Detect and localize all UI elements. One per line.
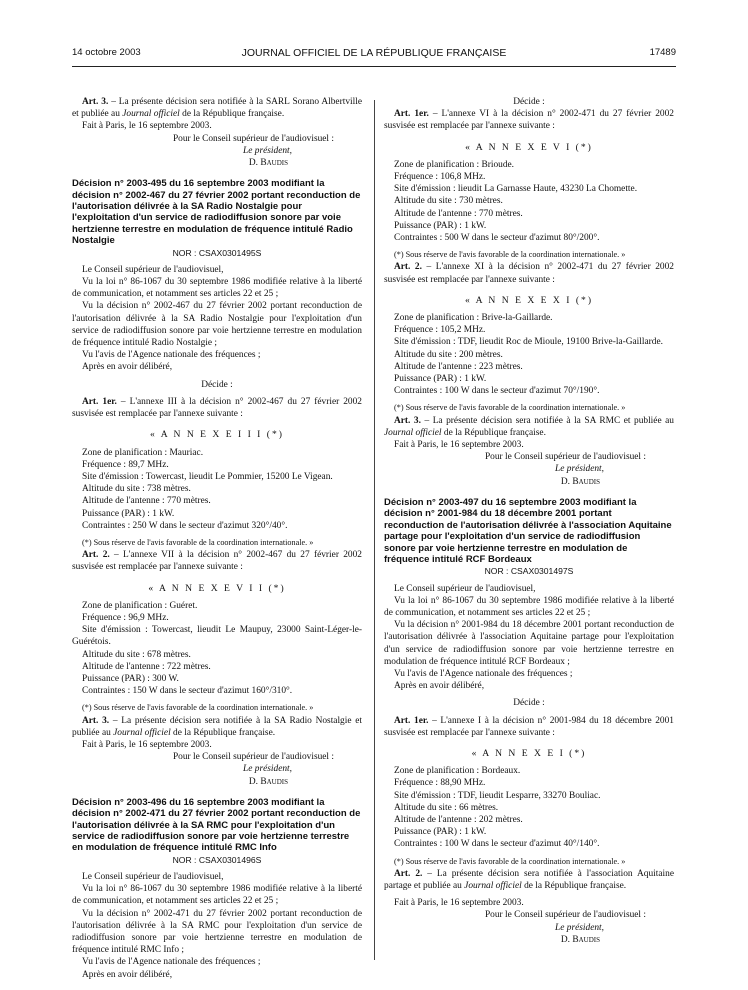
header-journal-title: JOURNAL OFFICIEL DE LA RÉPUBLIQUE FRANÇAISE	[241, 47, 507, 59]
paragraph: Vu la décision n° 2002-467 du 27 février 2002 portant reconduction de l'autorisation délivrée à la SA Radio Nostalgie pour l'exploitation d'un service de radiodiffusion sonore par voie hertzienne terrestre en modulation de fréquence intitulé Radio Nostalgie ;	[72, 301, 362, 349]
article-paragraph: Art. 3. – La présente décision sera notifiée à la SA Radio Nostalgie et publiée au Journal officiel de la République française.	[72, 715, 362, 738]
annex-line: Fréquence : 96,9 MHz.	[82, 612, 169, 623]
annex-line: Fréquence : 88,90 MHz.	[394, 778, 486, 789]
annex-line: Contraintes : 150 W dans le secteur d'azimut 160°/310°.	[82, 686, 293, 697]
signing-place-date: Fait à Paris, le 16 septembre 2003.	[394, 440, 524, 451]
paragraph: Après en avoir délibéré,	[82, 362, 173, 373]
annex-line: Contraintes : 100 W dans le secteur d'azimut 40°/140°.	[394, 839, 600, 850]
left-column	[72, 96, 362, 981]
signing-place-date: Fait à Paris, le 16 septembre 2003.	[82, 739, 212, 750]
signatory-name: D. Baudis	[560, 476, 600, 487]
signatory-role: Le président,	[243, 764, 292, 775]
decide-heading: Décide :	[201, 379, 233, 390]
annex-line: Fréquence : 106,8 MHz.	[394, 172, 486, 183]
annex-title: « A N N E X E X I (*)	[464, 294, 594, 306]
annex-line: Puissance (PAR) : 1 kW.	[82, 508, 175, 519]
signatory-name: D. Baudis	[248, 158, 288, 169]
annex-line: Altitude du site : 678 mètres.	[82, 649, 191, 660]
page-header	[72, 47, 676, 61]
paragraph: Le Conseil supérieur de l'audiovisuel,	[394, 583, 536, 594]
annex-line: Altitude du site : 66 mètres.	[394, 802, 499, 813]
signing-place-date: Fait à Paris, le 16 septembre 2003.	[394, 898, 524, 909]
paragraph: Vu la décision n° 2002-471 du 27 février 2002 portant reconduction de l'autorisation délivrée à la SA RMC pour l'exploitation d'un service de radiodiffusion sonore par voie hertzienne terrestre en modulation de fréquence intitulé RMC Info ;	[72, 908, 362, 956]
paragraph: Après en avoir délibéré,	[82, 969, 173, 980]
annex-line: Zone de planification : Bordeaux.	[394, 766, 521, 777]
signing-authority: Pour le Conseil supérieur de l'audiovisuel :	[172, 133, 334, 144]
annex-title: « A N N E X E I (*)	[471, 747, 587, 759]
article-paragraph: Art. 1er. – L'annexe III à la décision n° 2002-467 du 27 février 2002 susvisée est remplacée par l'annexe suivante :	[72, 396, 362, 420]
annex-footnote: (*) Sous réserve de l'avis favorable de la coordination internationale. »	[82, 537, 314, 547]
paragraph: Vu la loi n° 86-1067 du 30 septembre 1986 modifiée relative à la liberté de communication, et notamment ses articles 22 et 25 ;	[72, 277, 362, 300]
annex-line: Puissance (PAR) : 300 W.	[82, 673, 179, 684]
annex-line: Altitude du site : 738 mètres.	[82, 484, 191, 495]
paragraph: Vu la loi n° 86-1067 du 30 septembre 1986 modifiée relative à la liberté de communication, et notamment ses articles 22 et 25 ;	[72, 884, 362, 907]
header-date: 14 octobre 2003	[72, 47, 141, 58]
annex-title: « A N N E X E V I (*)	[465, 141, 593, 153]
column-divider	[374, 100, 375, 960]
decide-heading: Décide :	[513, 698, 545, 709]
article-paragraph: Art. 3. – La présente décision sera notifiée à la SA RMC et publiée au Journal officiel de la République française.	[384, 415, 674, 438]
signatory-role: Le président,	[555, 922, 604, 933]
signatory-role: Le président,	[555, 464, 604, 475]
annex-line: Fréquence : 89,7 MHz.	[82, 459, 169, 470]
paragraph: Vu l'avis de l'Agence nationale des fréquences ;	[82, 350, 261, 361]
annex-line: Fréquence : 105,2 MHz.	[394, 325, 486, 336]
annex-line: Puissance (PAR) : 1 kW.	[394, 374, 487, 385]
annex-line: Zone de planification : Mauriac.	[82, 447, 204, 458]
annex-footnote: (*) Sous réserve de l'avis favorable de la coordination internationale. »	[394, 250, 626, 260]
paragraph: Après en avoir délibéré,	[394, 681, 485, 692]
annex-title: « A N N E X E I I I (*)	[150, 429, 284, 441]
annex-line: Altitude de l'antenne : 770 mètres.	[82, 496, 211, 507]
annex-line: Altitude de l'antenne : 223 mètres.	[394, 361, 523, 372]
article-paragraph: Art. 2. – L'annexe VII à la décision n° 2002-467 du 27 février 2002 susvisée est remplacée par l'annexe suivante :	[72, 550, 362, 573]
signing-place-date: Fait à Paris, le 16 septembre 2003.	[82, 121, 212, 132]
annex-line: Contraintes : 100 W dans le secteur d'azimut 70°/190°.	[394, 386, 600, 397]
annex-line: Altitude du site : 200 mètres.	[394, 349, 503, 360]
header-page-number: 17489	[649, 47, 676, 58]
signing-authority: Pour le Conseil supérieur de l'audiovisuel :	[172, 752, 334, 763]
nor-reference: NOR : CSAX0301496S	[172, 854, 262, 865]
signatory-name: D. Baudis	[248, 776, 288, 787]
nor-reference: NOR : CSAX0301497S	[484, 566, 574, 577]
signing-authority: Pour le Conseil supérieur de l'audiovisuel :	[484, 910, 646, 921]
annex-line: Site d'émission : Towercast, lieudit Le Maupuy, 23000 Saint-Léger-le-Guérétois.	[72, 625, 362, 648]
signatory-name: D. Baudis	[560, 934, 600, 945]
annex-title: « A N N E X E V I I (*)	[148, 582, 286, 594]
article-paragraph: Art. 2. – La présente décision sera notifiée à l'association Aquitaine partage et publiée au Journal officiel de la République française.	[384, 868, 674, 891]
annex-footnote: (*) Sous réserve de l'avis favorable de la coordination internationale. »	[82, 703, 314, 713]
annex-line: Puissance (PAR) : 1 kW.	[394, 220, 487, 231]
annex-line: Contraintes : 250 W dans le secteur d'azimut 320°/40°.	[82, 520, 288, 531]
decision-title: Décision n° 2003-495 du 16 septembre 2003 modifiant la décision n° 2002-467 du 27 février 2002 portant reconduction de l'autorisation délivrée à la SA Radio Nostalgie pour l'exploitation d'un service de radiodiffusion sonore par voie hertzienne terrestre en modulation de fréquence intitulé Radio Nostalgie	[72, 178, 361, 247]
article-paragraph: Art. 1er. – L'annexe I à la décision n° 2001-984 du 18 décembre 2001 susvisée est remplacée par l'annexe suivante :	[384, 715, 674, 738]
annex-line: Site d'émission : Towercast, lieudit Le Pommier, 15200 Le Vigean.	[82, 471, 333, 482]
annex-line: Zone de planification : Brive-la-Gaillarde.	[394, 313, 553, 324]
signatory-role: Le président,	[243, 145, 292, 156]
annex-line: Site d'émission : TDF, lieudit Roc de Mioule, 19100 Brive-la-Gaillarde.	[394, 337, 663, 348]
decision-title: Décision n° 2003-496 du 16 septembre 2003 modifiant la décision n° 2002-471 du 27 février 2002 portant reconduction de l'autorisation délivrée à la SA RMC pour l'exploitation d'un service de radiodiffusion sonore par voie hertzienne terrestre en modulation de fréquence intitulé RMC Info	[72, 796, 361, 854]
article-paragraph: Art. 3. – La présente décision sera notifiée à la SARL Sorano Albertville et publiée au Journal officiel de la République française.	[72, 97, 362, 120]
annex-line: Zone de planification : Guéret.	[82, 600, 198, 611]
decide-heading: Décide :	[513, 97, 545, 107]
nor-reference: NOR : CSAX0301495S	[172, 247, 262, 258]
annex-footnote: (*) Sous réserve de l'avis favorable de la coordination internationale. »	[394, 856, 626, 866]
article-paragraph: Art. 2. – L'annexe XI à la décision n° 2002-471 du 27 février 2002 susvisée est remplacée par l'annexe suivante :	[384, 262, 674, 285]
paragraph: Vu la loi n° 86-1067 du 30 septembre 1986 modifiée relative à la liberté de communication, et notamment ses articles 22 et 25 ;	[384, 595, 674, 618]
paragraph: Vu la décision n° 2001-984 du 18 décembre 2001 portant reconduction de l'autorisation délivrée à l'association Aquitaine partage pour l'exploitation d'un service de radiodiffusion sonore par voie hertzienne terrestre en modulation de fréquence intitulé RCF Bordeaux ;	[384, 620, 674, 667]
right-column	[384, 96, 674, 946]
paragraph: Vu l'avis de l'Agence nationale des fréquences ;	[394, 668, 573, 679]
annex-line: Altitude de l'antenne : 770 mètres.	[394, 208, 523, 219]
annex-line: Altitude du site : 730 mètres.	[394, 196, 503, 207]
paragraph: Le Conseil supérieur de l'audiovisuel,	[82, 872, 224, 883]
annex-line: Zone de planification : Brioude.	[394, 159, 515, 170]
annex-footnote: (*) Sous réserve de l'avis favorable de la coordination internationale. »	[394, 403, 626, 413]
annex-line: Site d'émission : lieudit La Garnasse Haute, 43230 La Chomette.	[394, 184, 638, 195]
annex-line: Puissance (PAR) : 1 kW.	[394, 827, 487, 838]
paragraph: Vu l'avis de l'Agence nationale des fréquences ;	[82, 957, 261, 968]
article-paragraph: Art. 1er. – L'annexe VI à la décision n° 2002-471 du 27 février 2002 susvisée est remplacée par l'annexe suivante :	[384, 109, 674, 132]
decision-title: Décision n° 2003-497 du 16 septembre 2003 modifiant la décision n° 2001-984 du 18 décembre 2001 portant reconduction de l'autorisation délivrée à l'association Aquitaine partage pour l'exploitation d'un service de radiodiffusion sonore par voie hertzienne terrestre en modulation de fréquence intitulé RCF Bordeaux	[384, 496, 672, 565]
annex-line: Site d'émission : TDF, lieudit Lesparre, 33270 Bouliac.	[394, 790, 601, 801]
annex-line: Contraintes : 500 W dans le secteur d'azimut 80°/200°.	[394, 233, 600, 244]
header-rule	[72, 66, 676, 67]
paragraph: Le Conseil supérieur de l'audiovisuel,	[82, 264, 224, 275]
annex-line: Altitude de l'antenne : 722 mètres.	[82, 661, 211, 672]
annex-line: Altitude de l'antenne : 202 mètres.	[394, 814, 523, 825]
signing-authority: Pour le Conseil supérieur de l'audiovisuel :	[484, 452, 646, 463]
